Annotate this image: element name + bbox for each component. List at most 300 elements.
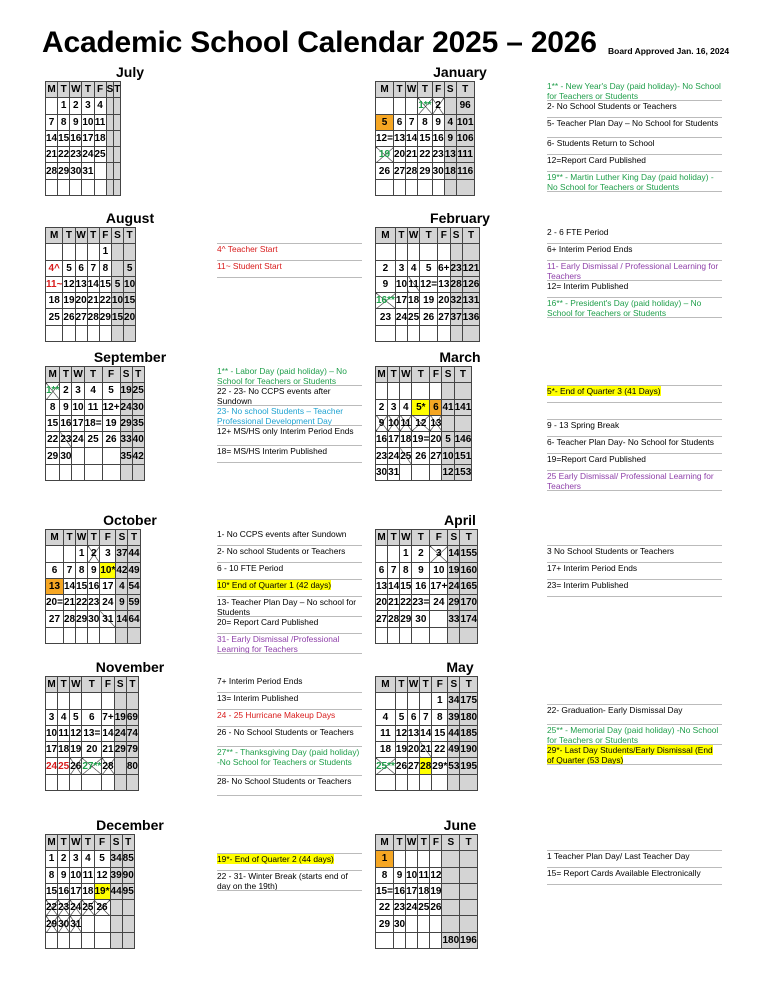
week-row: [376, 309, 480, 325]
calendar-note: [217, 776, 362, 796]
day-count-cell: [111, 260, 123, 276]
date-cell: 12=: [376, 130, 394, 146]
note-text: 22- Graduation- Early Dismissal Day: [547, 705, 683, 715]
date-cell: 7: [63, 562, 75, 578]
date-cell: [70, 179, 82, 195]
date-cell: 3: [82, 98, 94, 114]
day-header: F: [432, 82, 444, 98]
day-header: S: [111, 228, 123, 244]
date-cell: 21: [406, 147, 418, 163]
month-table: [45, 676, 139, 791]
week-row: [46, 595, 141, 611]
date-cell: [99, 325, 111, 341]
day-header: F: [438, 228, 450, 244]
day-count-cell: 39: [110, 867, 122, 883]
calendar-note: [217, 227, 362, 244]
week-row: [376, 627, 478, 643]
date-cell: 15: [418, 130, 432, 146]
day-count-cell: [126, 774, 138, 790]
day-header: M: [376, 367, 388, 383]
day-header: W: [400, 367, 412, 383]
date-cell: 24: [70, 900, 82, 916]
date-cell: 17+: [430, 578, 448, 594]
date-cell: 15: [46, 415, 60, 431]
date-cell: 29: [46, 916, 58, 932]
date-cell: 30: [88, 611, 100, 627]
date-cell: 11: [408, 276, 420, 292]
note-text: 7+ Interim Period Ends: [217, 676, 303, 686]
week-row: [46, 415, 145, 431]
date-cell: 2: [432, 98, 444, 114]
calendar-note: [547, 851, 722, 868]
date-cell: 5: [70, 709, 82, 725]
date-cell: 1: [376, 851, 394, 867]
day-header: F: [100, 530, 116, 546]
week-row: [376, 98, 475, 114]
date-cell: 19: [376, 147, 394, 163]
week-row: [376, 693, 478, 709]
week-row: [46, 383, 145, 399]
date-cell: [46, 693, 58, 709]
date-cell: 21: [388, 595, 400, 611]
note-text: 6 - 10 FTE Period: [217, 563, 284, 573]
day-header: T: [84, 367, 102, 383]
date-cell: [63, 325, 75, 341]
week-row: [46, 867, 135, 883]
calendar-note: [547, 101, 722, 118]
week-row: [376, 916, 478, 932]
day-header: T: [58, 835, 70, 851]
date-cell: [63, 244, 75, 260]
week-row: [46, 883, 135, 899]
date-cell: 29: [46, 448, 60, 464]
day-count-cell: 34: [110, 851, 122, 867]
date-cell: 23: [432, 147, 444, 163]
day-count-cell: 64: [128, 611, 140, 627]
day-count-cell: 42: [116, 562, 128, 578]
date-cell: 30: [432, 163, 444, 179]
date-cell: 15: [76, 578, 88, 594]
day-count-cell: [114, 774, 126, 790]
date-cell: 3: [430, 546, 448, 562]
day-count-cell: [110, 916, 122, 932]
day-header: F: [94, 82, 106, 98]
date-cell: 8: [432, 709, 448, 725]
note-text: 22 - 31- Winter Break (starts end of day on the 19th): [217, 871, 348, 891]
day-count-cell: 4: [444, 114, 456, 130]
day-header: T: [126, 677, 138, 693]
date-cell: 4: [408, 260, 420, 276]
week-row: [46, 932, 135, 948]
calendar-note: [547, 563, 722, 580]
date-cell: 4: [82, 851, 94, 867]
date-cell: 19*: [94, 883, 110, 899]
month-table: [375, 529, 478, 644]
day-count-cell: 33: [448, 611, 460, 627]
date-cell: 16: [412, 578, 430, 594]
day-header: S: [448, 677, 460, 693]
day-header: T: [132, 367, 144, 383]
date-cell: [376, 932, 394, 948]
day-header: T: [420, 228, 438, 244]
day-count-cell: 9: [116, 595, 128, 611]
date-cell: 18: [46, 293, 63, 309]
date-cell: 19: [395, 742, 407, 758]
day-header: M: [376, 228, 396, 244]
date-cell: 30: [393, 916, 405, 932]
calendar-note: [547, 420, 722, 437]
day-count-cell: 19: [448, 562, 460, 578]
date-cell: [102, 448, 120, 464]
month-name: January: [433, 64, 487, 80]
date-cell: [430, 383, 442, 399]
date-cell: [82, 693, 102, 709]
week-row: [46, 98, 121, 114]
day-count-cell: 165: [460, 578, 478, 594]
date-cell: 29: [376, 916, 394, 932]
date-cell: 26: [376, 163, 394, 179]
day-count-cell: [114, 147, 121, 163]
day-count-cell: [448, 774, 460, 790]
date-cell: 3: [395, 260, 407, 276]
day-count-cell: 175: [460, 693, 478, 709]
day-header: M: [376, 677, 396, 693]
week-row: [376, 867, 478, 883]
day-count-cell: 136: [462, 309, 480, 325]
month-table: [375, 227, 480, 342]
month-name: June: [443, 817, 477, 833]
date-cell: 10: [388, 415, 400, 431]
day-header: S: [114, 677, 126, 693]
note-text: 19** - Martin Luther King Day (paid holiday) - No School for Teachers or Students: [547, 172, 714, 192]
date-cell: [82, 932, 94, 948]
date-cell: [75, 244, 87, 260]
day-header: F: [94, 835, 110, 851]
day-count-cell: 80: [126, 758, 138, 774]
day-header: T: [388, 530, 400, 546]
week-row: [46, 900, 135, 916]
day-count-cell: 195: [460, 758, 478, 774]
date-cell: 22: [418, 147, 432, 163]
date-cell: [430, 916, 442, 932]
day-count-cell: 44: [128, 546, 140, 562]
month-name: March: [439, 349, 481, 365]
week-row: [376, 179, 475, 195]
day-count-cell: [442, 900, 460, 916]
week-row: [46, 578, 141, 594]
date-cell: 17: [388, 432, 400, 448]
date-cell: 31: [100, 611, 116, 627]
day-count-cell: [460, 851, 478, 867]
calendar-note: [217, 871, 362, 891]
date-cell: 15: [99, 276, 111, 292]
day-header: T: [128, 530, 140, 546]
day-header: T: [454, 367, 472, 383]
month-name: July: [115, 64, 144, 80]
calendar-note: [217, 854, 362, 871]
day-header: T: [412, 367, 430, 383]
date-cell: [393, 932, 405, 948]
date-cell: [70, 693, 82, 709]
date-cell: 13: [430, 415, 442, 431]
date-cell: [87, 244, 99, 260]
calendar-note: [217, 727, 362, 747]
date-cell: 21: [63, 595, 75, 611]
date-cell: 9: [393, 867, 405, 883]
day-count-cell: [114, 163, 121, 179]
day-header: W: [400, 530, 412, 546]
date-cell: [94, 163, 106, 179]
date-cell: 25: [84, 432, 102, 448]
date-cell: [393, 98, 405, 114]
day-header: T: [58, 82, 70, 98]
day-header: W: [72, 367, 84, 383]
week-row: [46, 774, 139, 790]
day-header: T: [456, 82, 474, 98]
day-header: T: [395, 228, 407, 244]
date-cell: 13: [438, 276, 450, 292]
date-cell: 22: [46, 900, 58, 916]
day-header: T: [395, 677, 407, 693]
date-cell: 11: [418, 867, 430, 883]
date-cell: 6: [75, 260, 87, 276]
date-cell: [46, 464, 60, 480]
month-name: April: [444, 512, 476, 528]
calendar-note: [547, 725, 722, 745]
day-count-cell: 28: [450, 276, 462, 292]
week-row: [46, 276, 136, 292]
day-count-cell: [114, 114, 121, 130]
note-text: 16** - President's Day (paid holiday) – No School for Teachers or Students: [547, 298, 702, 318]
day-header: T: [418, 82, 432, 98]
day-header: T: [82, 835, 94, 851]
week-row: [376, 774, 478, 790]
week-row: [376, 163, 475, 179]
date-cell: [388, 383, 400, 399]
day-count-cell: 160: [460, 562, 478, 578]
date-cell: 18: [82, 883, 94, 899]
date-cell: 6: [376, 562, 388, 578]
date-cell: [46, 932, 58, 948]
calendar-note: [217, 580, 362, 597]
date-cell: [408, 693, 420, 709]
date-cell: 14: [102, 725, 114, 741]
date-cell: 7: [87, 260, 99, 276]
date-cell: 13: [46, 578, 64, 594]
week-row: [46, 179, 121, 195]
note-text: 25** - Memorial Day (paid holiday) -No School for Teachers or Students: [547, 725, 719, 745]
day-count-cell: [460, 883, 478, 899]
date-cell: 7: [406, 114, 418, 130]
date-cell: [376, 98, 394, 114]
day-count-cell: 155: [460, 546, 478, 562]
date-cell: 12: [430, 867, 442, 883]
date-cell: 28: [102, 758, 114, 774]
day-count-cell: 141: [454, 399, 472, 415]
date-cell: [432, 774, 448, 790]
day-header: T: [63, 530, 75, 546]
date-cell: 21: [87, 293, 99, 309]
date-cell: 3: [388, 399, 400, 415]
date-cell: 25: [46, 309, 63, 325]
day-header: F: [430, 530, 448, 546]
date-cell: [400, 464, 412, 480]
note-text: 10* End of Quarter 1 (42 days): [217, 580, 332, 590]
date-cell: 26: [70, 758, 82, 774]
day-count-cell: [111, 244, 123, 260]
day-header: T: [462, 228, 480, 244]
note-text: 13- Teacher Plan Day – No school for Students: [217, 597, 357, 617]
date-cell: [420, 244, 438, 260]
note-text: 19*- End of Quarter 2 (44 days): [217, 854, 334, 864]
day-count-cell: 24: [114, 725, 126, 741]
date-cell: [82, 774, 102, 790]
date-cell: [393, 851, 405, 867]
date-cell: 16: [70, 130, 82, 146]
calendar-note: [547, 529, 722, 546]
date-cell: 13: [408, 725, 420, 741]
date-cell: [400, 627, 412, 643]
date-cell: 8: [76, 562, 88, 578]
date-cell: 16: [393, 883, 405, 899]
date-cell: 25: [408, 309, 420, 325]
week-row: [46, 260, 136, 276]
date-cell: 7: [46, 114, 58, 130]
week-row: [46, 130, 121, 146]
day-count-cell: 190: [460, 742, 478, 758]
date-cell: 3: [70, 851, 82, 867]
date-cell: 5: [94, 851, 110, 867]
week-row: [376, 851, 478, 867]
day-count-cell: 41: [442, 399, 454, 415]
date-cell: 9: [58, 867, 70, 883]
day-count-cell: 53: [448, 758, 460, 774]
date-cell: 20=: [46, 595, 64, 611]
calendar-note: [547, 705, 722, 725]
week-row: [376, 742, 478, 758]
date-cell: 21: [420, 742, 432, 758]
date-cell: 11~: [46, 276, 63, 292]
date-cell: 20: [376, 595, 388, 611]
day-count-cell: 30: [132, 399, 144, 415]
note-text: 6- Teacher Plan Day- No School for Students: [547, 437, 714, 447]
date-cell: 27: [430, 448, 442, 464]
date-cell: [418, 932, 430, 948]
week-row: [376, 932, 478, 948]
date-cell: 8: [46, 867, 58, 883]
week-row: [376, 432, 472, 448]
calendar-note: [547, 298, 722, 318]
date-cell: [438, 244, 450, 260]
date-cell: [82, 916, 94, 932]
date-cell: 25**: [376, 758, 396, 774]
week-row: [376, 276, 480, 292]
day-header: M: [376, 82, 394, 98]
date-cell: 9: [376, 276, 396, 292]
day-count-cell: [460, 774, 478, 790]
date-cell: [393, 179, 405, 195]
note-text: 12= Interim Published: [547, 281, 629, 291]
day-header: W: [75, 228, 87, 244]
day-header: T: [124, 228, 136, 244]
week-row: [46, 627, 141, 643]
day-count-cell: 9: [444, 130, 456, 146]
week-row: [376, 562, 478, 578]
note-text: 5*- End of Quarter 3 (41 Days): [547, 386, 661, 396]
date-cell: 15: [46, 883, 58, 899]
date-cell: 25: [400, 448, 412, 464]
date-cell: 19: [70, 742, 82, 758]
day-count-cell: [110, 932, 122, 948]
week-row: [376, 611, 478, 627]
day-header: T: [388, 367, 400, 383]
note-text: 11- Early Dismissal / Professional Learning for Teachers: [547, 261, 719, 281]
week-row: [46, 163, 121, 179]
day-count-cell: [126, 693, 138, 709]
calendar-note: [217, 597, 362, 617]
calendar-note: [547, 745, 722, 765]
day-count-cell: 18: [444, 163, 456, 179]
month-name: December: [96, 817, 164, 833]
date-cell: 2: [376, 399, 388, 415]
date-cell: 20: [82, 742, 102, 758]
day-count-cell: 15: [111, 309, 123, 325]
month-table: [45, 81, 121, 196]
note-text: 12=Report Card Published: [547, 155, 646, 165]
date-cell: 22: [400, 595, 412, 611]
day-count-cell: [448, 627, 460, 643]
day-count-cell: [460, 900, 478, 916]
day-header: T: [87, 228, 99, 244]
date-cell: 26: [94, 900, 110, 916]
date-cell: 19: [420, 293, 438, 309]
day-count-cell: [442, 851, 460, 867]
day-count-cell: [120, 464, 132, 480]
calendar-note: [217, 426, 362, 446]
day-header: T: [122, 835, 134, 851]
day-header: M: [376, 530, 388, 546]
day-header: F: [430, 835, 442, 851]
day-count-cell: [128, 627, 140, 643]
date-cell: 1: [76, 546, 88, 562]
day-header: T: [412, 530, 430, 546]
week-row: [46, 611, 141, 627]
date-cell: 27: [393, 163, 405, 179]
calendar-note: [547, 281, 722, 298]
date-cell: 24: [406, 900, 418, 916]
month-table: [45, 529, 141, 644]
day-count-cell: 25: [132, 383, 144, 399]
month-table: [45, 834, 135, 949]
day-count-cell: 37: [116, 546, 128, 562]
day-count-cell: [114, 758, 126, 774]
date-cell: 7: [388, 562, 400, 578]
date-cell: [94, 179, 106, 195]
date-cell: [412, 464, 430, 480]
date-cell: 18: [94, 130, 106, 146]
day-count-cell: 116: [456, 163, 474, 179]
date-cell: 9: [70, 114, 82, 130]
day-count-cell: 121: [462, 260, 480, 276]
date-cell: 20: [438, 293, 450, 309]
date-cell: 13: [376, 578, 388, 594]
date-cell: 27: [438, 309, 450, 325]
date-cell: 11: [376, 725, 396, 741]
day-count-cell: [454, 415, 472, 431]
date-cell: 11: [94, 114, 106, 130]
day-header: W: [76, 530, 88, 546]
day-count-cell: [116, 627, 128, 643]
